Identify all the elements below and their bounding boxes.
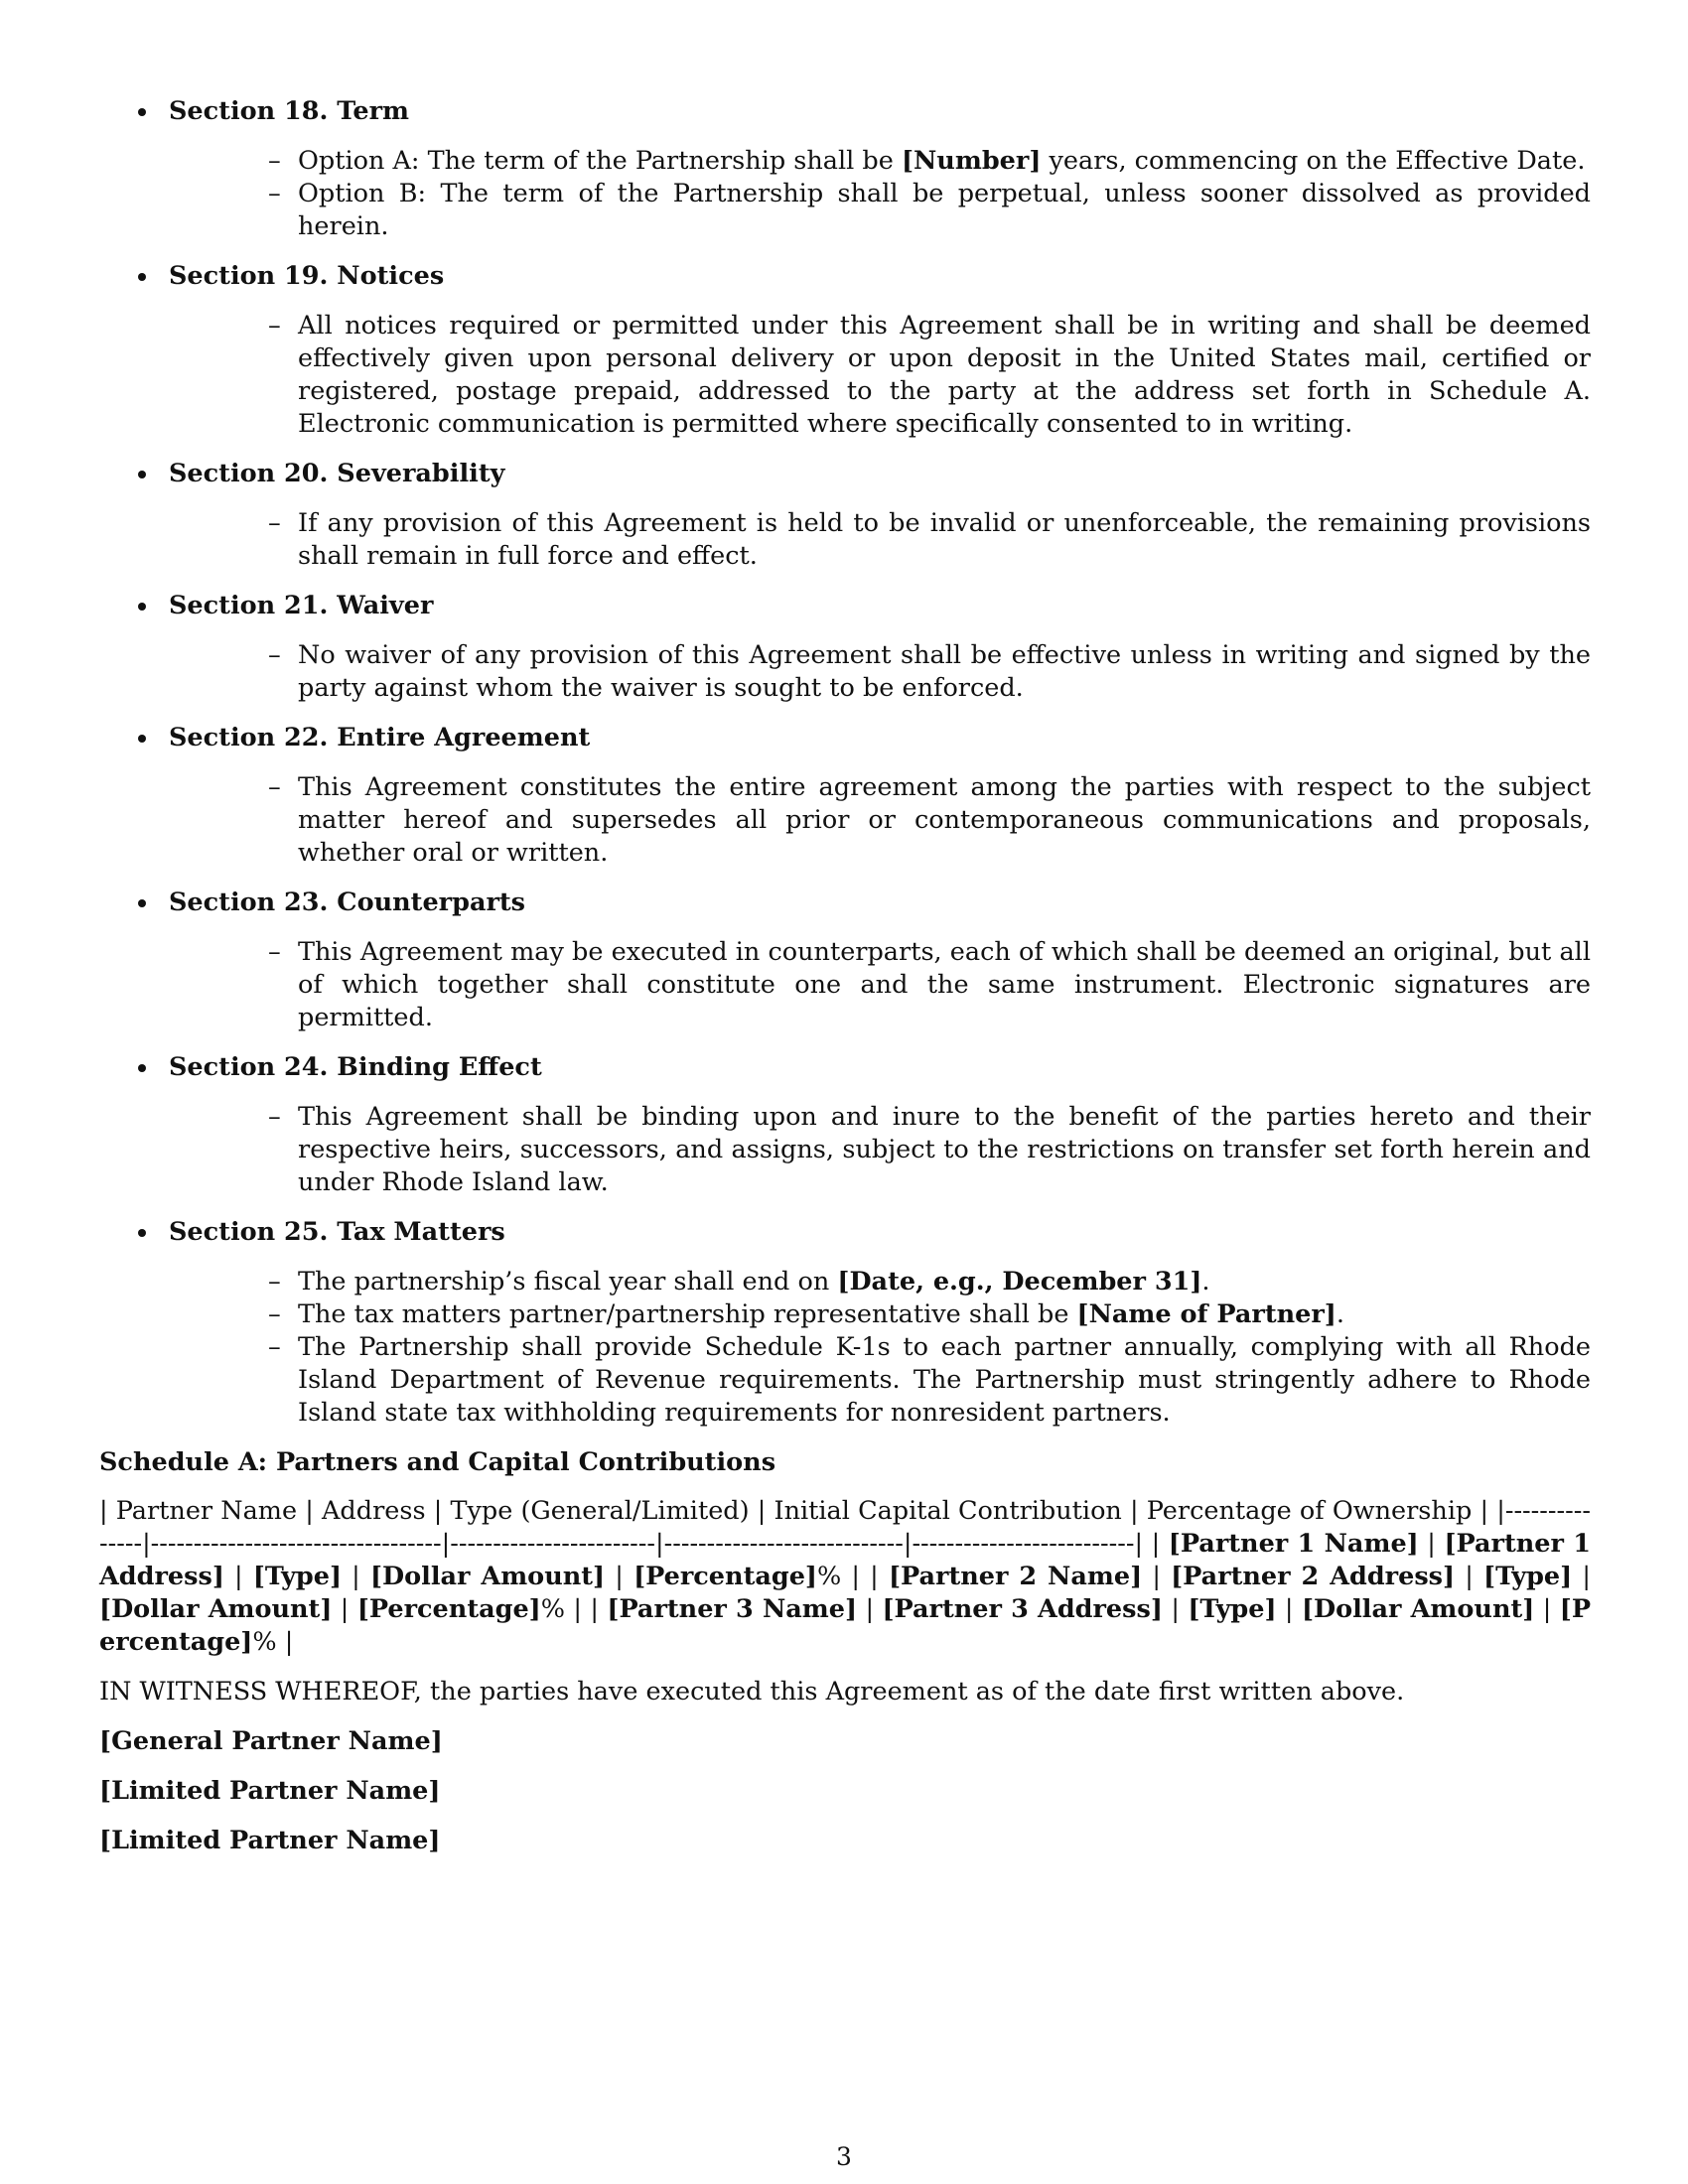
placeholder-field: [Partner 2 Name] bbox=[888, 1562, 1143, 1591]
clause-text bbox=[298, 508, 1591, 571]
signature-limited-partner-1: [Limited Partner Name] bbox=[99, 1776, 441, 1806]
dash-icon: – bbox=[268, 1299, 281, 1329]
dash-icon: – bbox=[268, 640, 281, 670]
text-run: If any provision of this Agreement is held to be invalid or unenforceable, the remaining provisions shall remain in full force and effect. bbox=[298, 508, 1591, 571]
placeholder-field: [Type] bbox=[1483, 1562, 1573, 1591]
text-run: | bbox=[1455, 1562, 1484, 1591]
section-title: Section 22. Entire Agreement bbox=[169, 723, 591, 752]
section-title: Section 20. Severability bbox=[169, 459, 505, 488]
text-run: | Partner Name | Address | Type (General/Limited) | Initial Capital Contribution | Percentage of Ownership | |---------------|----------------------------------|------------------------|----------------------------|--------------------------| | bbox=[99, 1496, 1591, 1559]
text-run: | bbox=[605, 1562, 634, 1591]
placeholder-field: [Percentage] bbox=[356, 1594, 541, 1624]
clause-item bbox=[169, 145, 1591, 178]
bullet-icon bbox=[138, 108, 146, 116]
text-run: % | bbox=[252, 1627, 294, 1657]
clause-text bbox=[298, 640, 1591, 703]
dash-icon: – bbox=[268, 937, 281, 967]
clause-list bbox=[169, 145, 1591, 243]
section-item bbox=[99, 458, 1591, 573]
placeholder-field: [Dollar Amount] bbox=[99, 1594, 333, 1624]
clause-list bbox=[169, 639, 1591, 705]
section-list bbox=[99, 95, 1591, 1430]
placeholder-field: [Type] bbox=[1188, 1594, 1277, 1624]
text-run: This Agreement may be executed in counterparts, each of which shall be deemed an original, but all of which together shall constitute one and the same instrument. Electronic signatures are permitted. bbox=[298, 937, 1591, 1032]
clause-list bbox=[169, 507, 1591, 573]
section-item bbox=[99, 722, 1591, 870]
section-item bbox=[99, 1216, 1591, 1430]
clause-list bbox=[169, 310, 1591, 441]
text-run: | bbox=[1418, 1529, 1445, 1559]
page-number: 3 bbox=[836, 2142, 852, 2171]
witness-clause: IN WITNESS WHEREOF, the parties have executed this Agreement as of the date first written above. bbox=[99, 1677, 1405, 1706]
placeholder-field: [Number] bbox=[901, 146, 1042, 176]
clause-item bbox=[169, 771, 1591, 870]
text-run: years, commencing on the Effective Date. bbox=[1041, 146, 1586, 176]
text-run: Option B: The term of the Partnership shall be perpetual, unless sooner dissolved as provided herein. bbox=[298, 179, 1591, 241]
bullet-icon bbox=[138, 471, 146, 478]
dash-icon: – bbox=[268, 146, 281, 176]
clause-list bbox=[169, 936, 1591, 1034]
text-run: The tax matters partner/partnership representative shall be bbox=[298, 1299, 1077, 1329]
clause-text bbox=[298, 1267, 1210, 1297]
text-run: . bbox=[1336, 1299, 1344, 1329]
section-item bbox=[99, 887, 1591, 1034]
text-run: No waiver of any provision of this Agreement shall be effective unless in writing and signed by the party against whom the waiver is sought to be enforced. bbox=[298, 640, 1591, 703]
section-item bbox=[99, 260, 1591, 441]
document-page bbox=[99, 95, 1591, 1874]
text-run: | bbox=[1534, 1594, 1560, 1624]
clause-text bbox=[298, 1332, 1591, 1428]
clause-list bbox=[169, 1101, 1591, 1199]
text-run: Option A: The term of the Partnership shall be bbox=[298, 146, 902, 176]
bullet-icon bbox=[138, 1229, 146, 1237]
clause-item bbox=[169, 639, 1591, 705]
dash-icon: – bbox=[268, 772, 281, 802]
clause-text bbox=[298, 311, 1591, 439]
clause-text bbox=[298, 146, 1585, 176]
text-run: % | | bbox=[817, 1562, 889, 1591]
clause-item bbox=[169, 178, 1591, 243]
text-run: | bbox=[332, 1594, 357, 1624]
placeholder-field: [Name of Partner] bbox=[1076, 1299, 1336, 1329]
placeholder-field: [Dollar Amount] bbox=[1301, 1594, 1535, 1624]
schedule-a-title: Schedule A: Partners and Capital Contributions bbox=[99, 1447, 776, 1477]
dash-icon: – bbox=[268, 311, 281, 341]
section-title: Section 18. Term bbox=[169, 96, 409, 126]
clause-list bbox=[169, 1266, 1591, 1430]
bullet-icon bbox=[138, 735, 146, 743]
clause-text bbox=[298, 1299, 1344, 1329]
clause-text bbox=[298, 179, 1591, 241]
text-run: | bbox=[1572, 1562, 1591, 1591]
text-run: | bbox=[1142, 1562, 1172, 1591]
clause-text bbox=[298, 1102, 1591, 1197]
signature-limited-partner-2: [Limited Partner Name] bbox=[99, 1826, 441, 1855]
clause-item bbox=[169, 1266, 1591, 1298]
placeholder-field: [Percentage] bbox=[633, 1562, 817, 1591]
text-run: This Agreement constitutes the entire agreement among the parties with respect to the subject matter hereof and supersedes all prior or contemporaneous communications and proposals, whether oral or written. bbox=[298, 772, 1591, 868]
text-run: | bbox=[342, 1562, 370, 1591]
bullet-icon bbox=[138, 899, 146, 907]
section-title: Section 24. Binding Effect bbox=[169, 1052, 542, 1082]
text-run: | bbox=[1162, 1594, 1189, 1624]
clause-item bbox=[169, 310, 1591, 441]
clause-item bbox=[169, 1331, 1591, 1430]
signature-general-partner: [General Partner Name] bbox=[99, 1726, 443, 1756]
section-title: Section 25. Tax Matters bbox=[169, 1217, 505, 1247]
section-title: Section 23. Counterparts bbox=[169, 887, 526, 917]
dash-icon: – bbox=[268, 1102, 281, 1132]
dash-icon: – bbox=[268, 1267, 281, 1297]
placeholder-field: [Partner 3 Address] bbox=[882, 1594, 1163, 1624]
dash-icon: – bbox=[268, 508, 281, 538]
clause-text bbox=[298, 772, 1591, 868]
placeholder-field: [Type] bbox=[252, 1562, 343, 1591]
placeholder-field: [Date, e.g., December 31] bbox=[837, 1267, 1202, 1297]
text-run: | bbox=[857, 1594, 883, 1624]
bullet-icon bbox=[138, 273, 146, 281]
placeholder-field: [Partner 2 Address] bbox=[1171, 1562, 1456, 1591]
text-run: The Partnership shall provide Schedule K-1s to each partner annually, complying with all Rhode Island Department of Revenue requirements. The Partnership must stringently adhere to Rhode Island state tax withholding requirements for nonresident partners. bbox=[298, 1332, 1591, 1428]
text-run: All notices required or permitted under this Agreement shall be in writing and shall be deemed effectively given upon personal delivery or upon deposit in the United States mail, certified or registered, postage prepaid, addressed to the party at the address set forth in Schedule A. Electronic communication is permitted where specifically consented to in writing. bbox=[298, 311, 1591, 439]
dash-icon: – bbox=[268, 1332, 281, 1362]
section-item bbox=[99, 1051, 1591, 1199]
placeholder-field: [Partner 1 Address] bbox=[99, 1529, 1591, 1591]
placeholder-field: [Percentage] bbox=[99, 1594, 1591, 1657]
bullet-icon bbox=[138, 1064, 146, 1072]
placeholder-field: [Dollar Amount] bbox=[369, 1562, 606, 1591]
text-run: % | | bbox=[540, 1594, 608, 1624]
section-item bbox=[99, 590, 1591, 705]
section-title: Section 21. Waiver bbox=[169, 591, 434, 620]
bullet-icon bbox=[138, 603, 146, 611]
section-title: Section 19. Notices bbox=[169, 261, 445, 291]
placeholder-field: [Partner 1 Name] bbox=[1168, 1529, 1419, 1559]
clause-item bbox=[169, 507, 1591, 573]
placeholder-field: [Partner 3 Name] bbox=[607, 1594, 858, 1624]
clause-list bbox=[169, 771, 1591, 870]
clause-item bbox=[169, 936, 1591, 1034]
schedule-a-table-text bbox=[99, 1495, 1591, 1659]
dash-icon: – bbox=[268, 179, 281, 208]
text-run: The partnership’s fiscal year shall end on bbox=[298, 1267, 838, 1297]
text-run: . bbox=[1201, 1267, 1210, 1297]
clause-item bbox=[169, 1298, 1591, 1331]
text-run: | bbox=[1276, 1594, 1302, 1624]
text-run: This Agreement shall be binding upon and inure to the benefit of the parties hereto and their respective heirs, successors, and assigns, subject to the restrictions on transfer set forth herein and under Rhode Island law. bbox=[298, 1102, 1591, 1197]
clause-text bbox=[298, 937, 1591, 1032]
text-run: | bbox=[223, 1562, 253, 1591]
clause-item bbox=[169, 1101, 1591, 1199]
section-item bbox=[99, 95, 1591, 243]
